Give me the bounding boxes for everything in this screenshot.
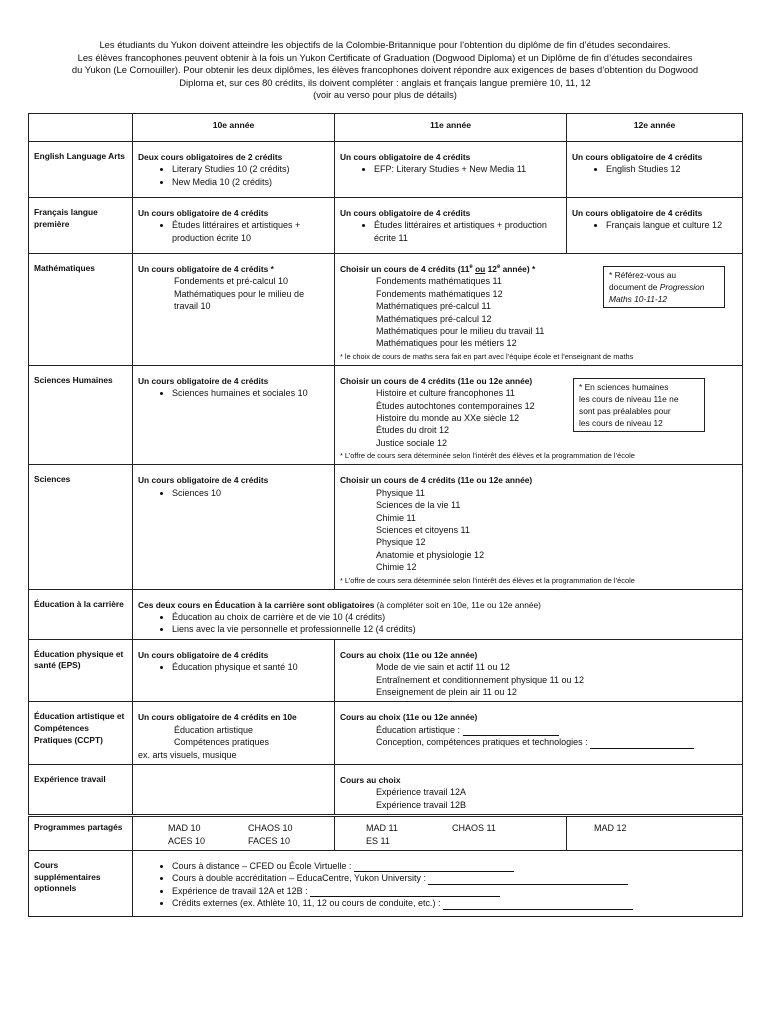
intro-line: Les étudiants du Yukon doivent atteindre les objectifs de la Colombie-Britannique pour l’obtention du diplôme de fin d’études secondaires. [99,39,671,50]
table-row-extra [29,851,743,917]
edc-title: Ces deux cours en Éducation à la carrière sont obligatoires (à compléter soit en 10e, 11e ou 12e année) [138,599,541,610]
sci-g10-list [138,487,329,499]
sci-g10-title: Un cours obligatoire de 4 crédits [138,475,269,486]
math-g1112-title: Choisir un cours de 4 crédits (11e ou 12e année) * [340,264,536,274]
ela-grade-11 [335,142,567,198]
math-box-text: * Référez-vous au [609,270,677,280]
list-item: • Cours à distance – CFED ou École Virtuelle : [172,860,737,872]
subject-sh: Sciences Humaines [29,365,133,464]
intro-line: (voir au verso pour plus de détails) [313,89,457,101]
ccpt-g1112-title: Cours au choix (11e ou 12e année) [340,712,478,723]
ela-g10-list [138,163,329,188]
ela-grade-12 [567,142,743,198]
subject-ccpt: Éducation artistique et Compétences Pratiques (CCPT) [29,702,133,765]
intro-text [20,39,750,102]
list-item: • Études littéraires et artistiques + production écrite 11 [374,219,561,244]
subject-eps: Éducation physique et santé (EPS) [29,639,133,702]
header-grade-12: 12e année [567,114,743,142]
list-item: CHAOS 10 [248,823,293,834]
sh-g10-list [138,387,329,399]
header-empty [29,114,133,142]
blank-line[interactable] [463,725,559,736]
sh-box-text: les cours de niveau 12 [579,417,663,428]
math-box-text: Maths 10-11-12 [609,294,668,304]
list-item: • Français langue et culture 12 [606,219,737,231]
sh-grade-11-12 [335,365,743,464]
prog-g11-line [340,835,561,847]
table-row-exp [29,765,743,816]
math-grade-11-12 [335,254,743,366]
list-item: ES 11 [366,835,390,846]
sci-grade-10 [133,465,335,589]
prog-grade-10 [133,816,335,851]
math-note: * le choix de cours de maths sera fait en part avec l’équipe école et l’enseignant de maths [340,351,634,361]
flp-grade-11 [335,198,567,254]
list-item: Mathématiques pré-calcul 11 [376,301,491,312]
list-item: Enseignement de plein air 11 ou 12 [376,686,517,697]
list-item: • Crédits externes (ex. Athlète 10, 11, 12 ou cours de conduite, etc.) : [172,897,737,909]
blank-line[interactable] [354,861,514,872]
prog-grade-11 [335,816,567,851]
table-row-sci [29,465,743,589]
ela-grade-10 [133,142,335,198]
math-grade-10 [133,254,335,366]
sh-note: * L’offre de cours sera déterminée selon l’intérêt des élèves et la programmation de l’école [340,451,635,461]
flp-grade-12 [567,198,743,254]
table-row-edc [29,589,743,639]
ela-g12-list [572,163,737,175]
list-item: • Literary Studies 10 (2 crédits) [172,163,329,175]
flp-grade-10 [133,198,335,254]
list-item: Études autochtones contemporaines 12 [376,400,535,411]
flp-g10-title: Un cours obligatoire de 4 crédits [138,208,269,218]
table-header-row [29,114,743,142]
list-item: Fondements mathématiques 12 [376,288,503,299]
list-item: Éducation artistique : [340,724,737,736]
list-item: Expérience travail 12A [376,787,467,798]
list-item: Mathématiques pour les métiers 12 [376,338,517,349]
sh-box-text: les cours de niveau 11e ne [579,393,679,404]
list-item: Études du droit 12 [376,425,450,436]
ccpt-grade-11-12 [335,702,743,765]
prog-g11-line [340,822,561,834]
list-item: • New Media 10 (2 crédits) [172,176,329,188]
list-item: • Éducation physique et santé 10 [172,661,329,673]
math-note-box [603,266,725,308]
blank-line[interactable] [443,899,633,910]
sh-note-box [573,378,705,432]
subject-sci: Sciences [29,465,133,589]
ela-g11-title: Un cours obligatoire de 4 crédits [340,152,471,162]
list-item: Fondements mathématiques 11 [376,276,502,287]
list-item: Chimie 12 [376,562,417,573]
subject-extra: Cours supplémentaires optionnels [29,851,133,917]
list-item: Justice sociale 12 [376,437,448,448]
sci-note: * L’offre de cours sera déterminée selon l’intérêt des élèves et la programmation de l’école [340,575,635,585]
subject-edc: Éducation à la carrière [29,589,133,639]
sci-g1112-title: Choisir un cours de 4 crédits (11e ou 12e année) [340,475,533,486]
blank-line[interactable] [428,874,628,885]
flp-g11-title: Un cours obligatoire de 4 crédits [340,208,471,218]
table-row-math [29,254,743,366]
list-item: MAD 12 [594,823,627,834]
list-item: Sciences de la vie 11 [376,500,461,511]
list-item: FACES 10 [248,835,291,846]
list-item: CHAOS 11 [452,823,496,834]
edc-list [138,611,737,636]
subject-math: Mathématiques [29,254,133,366]
list-item: Expérience travail 12B [376,799,467,810]
list-item: ACES 10 [168,835,206,846]
ccpt-g10-title: Un cours obligatoire de 4 crédits en 10e [138,712,297,723]
list-item: • English Studies 12 [606,163,737,175]
table-row-ccpt [29,702,743,765]
flp-g12-list [572,219,737,231]
subject-prog: Programmes partagés [29,816,133,851]
eps-grade-11-12 [335,639,743,702]
list-item: Physique 11 [376,487,425,498]
math-box-text: document de Progression [609,282,705,292]
extra-list [138,860,737,910]
list-item: Mathématiques pour le milieu de travail 10 [174,288,305,312]
ela-g11-list [340,163,561,175]
list-item: Mathématiques pour le milieu du travail 11 [376,326,545,337]
eps-grade-10 [133,639,335,702]
header-grade-11: 11e année [335,114,567,142]
prog-g10-line [138,822,329,834]
flp-g11-list [340,219,561,244]
list-item: • Expérience de travail 12A et 12B : [172,885,737,897]
header-grade-10: 10e année [133,114,335,142]
list-item: • Cours à double accréditation – EducaCentre, Yukon University : [172,872,737,884]
sh-grade-10 [133,365,335,464]
flp-g10-list [138,219,329,244]
prog-g10-line [138,835,329,847]
eps-g10-title: Un cours obligatoire de 4 crédits [138,649,269,660]
list-item: Fondements et pré-calcul 10 [174,276,289,287]
blank-line[interactable] [590,738,694,749]
exp-grade-11-12 [335,765,743,816]
list-item: • Sciences 10 [172,487,329,499]
sh-box-text: * En sciences humaines [579,381,669,392]
prog-grade-12 [567,816,743,851]
eps-g10-list [138,661,329,673]
sh-g10-title: Un cours obligatoire de 4 crédits [138,375,269,386]
ela-g12-title: Un cours obligatoire de 4 crédits [572,152,703,162]
sh-g1112-title: Choisir un cours de 4 crédits (11e ou 12e année) [340,375,533,386]
blank-line[interactable] [310,886,500,897]
intro-line: du Yukon (Le Cornouiller). Pour obtenir les deux diplômes, les élèves francophones doivent répondre aux exigences de bases d’obtention du Dogwood [71,64,699,76]
intro-line: Les élèves francophones peuvent obtenir à la fois un Yukon Certificate of Graduation (Dogwood Diploma) et un Diplôme de fin d’études secondaires [77,51,693,63]
list-item: • Éducation au choix de carrière et de vie 10 (4 crédits) [172,611,737,623]
list-item: MAD 11 [366,823,398,834]
math-g10-title: Un cours obligatoire de 4 crédits * [138,264,274,274]
requirements-table [28,113,743,917]
table-row-eps [29,639,743,702]
ccpt-example: ex. arts visuels, musique [138,749,237,760]
flp-g12-title: Un cours obligatoire de 4 crédits [572,208,703,218]
list-item: Conception, compétences pratiques et technologies : [340,736,737,748]
list-item: Éducation artistique [174,724,254,735]
subject-flp: Français langue première [29,198,133,254]
subject-exp: Expérience travail [29,765,133,816]
list-item: • Liens avec la vie personnelle et professionnelle 12 (4 crédits) [172,623,737,635]
extra-all-grades [133,851,743,917]
table-row-prog [29,816,743,851]
list-item: Chimie 11 [376,512,416,523]
list-item: Compétences pratiques [174,737,270,748]
list-item: • Sciences humaines et sociales 10 [172,387,329,399]
list-item: Mathématiques pré-calcul 12 [376,313,492,324]
list-item: Anatomie et physiologie 12 [376,549,485,560]
exp-g1112-title: Cours au choix [340,775,401,785]
list-item: Physique 12 [376,537,426,548]
list-item: MAD 10 [168,823,201,834]
list-item: Histoire et culture francophones 11 [376,388,515,399]
exp-grade-10 [133,765,335,816]
table-row-sh [29,365,743,464]
ccpt-grade-10 [133,702,335,765]
subject-ela: English Language Arts [29,142,133,198]
sh-box-text: sont pas préalables pour [579,405,671,416]
list-item: Histoire du monde au XXe siècle 12 [376,413,520,424]
table-row-flp [29,198,743,254]
list-item: Mode de vie sain et actif 11 ou 12 [376,662,510,673]
list-item: • EFP: Literary Studies + New Media 11 [374,163,561,175]
ela-g10-title: Deux cours obligatoires de 2 crédits [138,152,283,162]
list-item: • Études littéraires et artistiques + production écrite 10 [172,219,329,244]
eps-g1112-title: Cours au choix (11e ou 12e année) [340,649,478,660]
edc-all-grades [133,589,743,639]
table-row-ela [29,142,743,198]
intro-line: Diploma et, sur ces 80 crédits, ils doivent compléter : anglais et français langue première 10, 11, 12 [179,76,591,88]
list-item: Entraînement et conditionnement physique 11 ou 12 [376,674,584,685]
list-item: Sciences et citoyens 11 [376,524,470,535]
sci-grade-11-12 [335,465,743,589]
